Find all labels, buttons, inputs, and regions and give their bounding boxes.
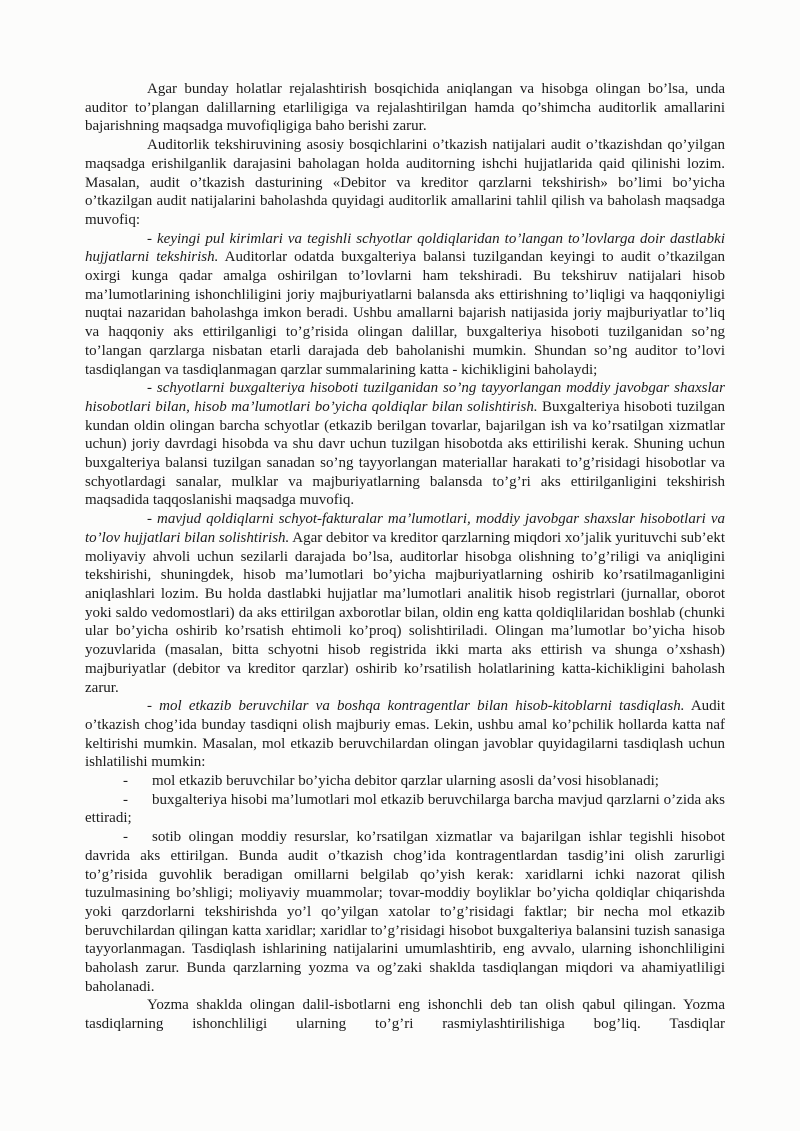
dash-marker: -	[123, 791, 128, 808]
item-body-text: Audit o’tkazish chog’ida bunday tasdiqni olish majburiy emas. Lekin, ushbu amal ko’pchilik hollarda katta naf keltirishi mumkin. Masalan, mol etkazib beruvchilardan olingan javoblar quyidagilarni tasdiqlash uchun ishlatilishi mumkin:	[85, 698, 725, 771]
item-lead-italic: - keyingi pul kirimlari va tegishli schyotlar qoldiqlaridan to’langan to’lovlarga doir dastlabki hujjatlarni tekshirish.	[85, 230, 725, 266]
item-lead-italic: - mol etkazib beruvchilar va boshqa kontragentlar bilan hisob-kitoblarni tasdiqlash.	[147, 698, 685, 715]
list-item-debitor-claims	[85, 772, 725, 791]
item-body-text: Agar debitor va kreditor qarzlarning miqdori xo’jalik yurituvchi sub’ekt moliyaviy ahvoli uchun sezilarli darajada bo’lsa, auditorlar hisobga olishning to’g’riligi va aniqligini tekshirishi, shuningdek, hisob ma’lumotlari bo’yicha majburiyatlarning oshirib ko’rsatilmaganligini aniqlashlari lozim. Bu holda dastlabki hujjatlar ma’lumotlari analitik hisob registrlari (jurnallar, oborot yoki saldo vedomostlari) da aks ettirilgan axborotlar bilan, oldin eng katta qoldiqlilaridan boshlab (chunki ular bo’yicha oshirib ko’rsatish ehtimoli ko’proq) solishtiriladi. Olingan ma’lumotlar bo’yicha hisob yozuvlarida (masalan, bitta schyotni hisob registrida ikki marta aks ettirish va shunga o’xshash) majburiyatlar (debitor va kreditor qarzlar) oshirib ko’rsatilish holatlarining katta-kichikligini baholash zarur.	[85, 529, 725, 696]
paragraph-audit-stages: Auditorlik tekshiruvining asosiy bosqichlarini o’tkazish natijalari audit o’tkazishdan qo’yilgan maqsadga erishilganlik darajasini baholagan holda auditorning ishchi hujjatlarida qaid qilinishi lozim. Masalan, audit o’tkazish dasturining «Debitor va kreditor qarzlarni tekshirish» bo’limi bo’yicha o’tkazilgan audit natijalarini baholashda quyidagi auditorlik amallarini tahlil qilish va baholash maqsadga muvofiq:	[85, 137, 725, 228]
paragraph-item-accounts-compare	[85, 379, 725, 510]
item-lead-italic: - schyotlarni buxgalteriya hisoboti tuzilganidan so’ng tayyorlangan moddiy javobgar shaxslar hisobotlari bilan, hisob ma’lumotlari bo’yicha qoldiqlar bilan solishtirish.	[85, 380, 725, 415]
paragraph-item-payments-check	[85, 230, 725, 380]
dash-marker: -	[123, 829, 128, 846]
item-body-text: Buxgalteriya hisoboti tuzilgan kundan oldin olingan barcha schyotlar (etkazib berilgan tovarlar, bajarilgan ish va ko’rsatilgan xizmatlar uchun) joriy davrdagi hisobda va shu davr uchun tuzilgan hisobotda aks ettirilishi kerak. Shuning uchun buxgalteriya balansi tuzilgan sanadan so’ng tayyorlangan materiallar harakati to’g’risidagi hisobotlar va schyotlardagi sanalar, mulklar va majburiyatlarning balansda to’g’ri aks ettirilganligini tekshirish maqsadida taqqoslanishi maqsadga muvofiq.	[85, 398, 725, 509]
item-lead-italic: - mavjud qoldiqlarni schyot-fakturalar ma’lumotlari, moddiy javobgar shaxslar hisobotlari va to’lov hujjatlari bilan solishtirish.	[85, 511, 725, 546]
bullet-text: sotib olingan moddiy resurslar, ko’rsatilgan xizmatlar va bajarilgan ishlar tegishli hisobot davrida aks ettirilgan. Bunda audit o’tkazish chog’ida kontragentlardan tasdig’ini olish zarurligi to’g’risida guvohlik beradigan omillarni belgilab qo’yish kerak: xaridlarni ichki nazorat qilish tuzulmasining bo’shligi; moliyaviy muammolar; tovar-moddiy boyliklar bo’yicha qoldiqlar chiqarishda yoki qarzdorlarni tekshirishda yo’l qo’yilgan xatolar to’g’risidagi faktlar; bir necha mol etkazib beruvchilardan qilingan katta xaridlar; xaridlar to’g’risidagi hisobot buxgalteriya balansini tuzish sanasiga tayyorlanmagan. Tasdiqlash ishlarining natijalarini umumlashtirib, eng avvalo, ularning ishonchliligini baholash zarur. Bunda qarzlarning yozma va og’zaki shaklda tasdiqlangan miqdori va ahamiyatliligi baholanadi.	[85, 829, 725, 995]
item-body-text: Auditorlar odatda buxgalteriya balansi tuzilgandan keyingi to audit o’tkazilgan oxirgi kunga qadar amalga oshirilgan to’lovlarni ham tekshiradi. Bu tekshiruv natijalari hisob ma’lumotlarining ishonchliligini joriy majburiyatlarni balansda aks ettirishning to’liqligi va haqqoniyligi nuqtai nazaridan baholashga imkon beradi. Ushbu amallarni bajarish natijasida joriy majburiyatlar to’liq va haqqoniy aks ettirilganligi to’g’risida olingan dalillar, buxgalteriya hisoboti tuzilganidan so’ng to’langan qarzlarga nisbatan etarli darajada deb baholanishi mumkin. Shundan so’ng auditor to’lovi tasdiqlangan va tasdiqlanmagan qarzlar summalarining katta - kichikligini baholaydi;	[85, 249, 725, 378]
paragraph-item-balances-compare	[85, 510, 725, 697]
page-text-block	[85, 80, 725, 1034]
dash-marker: -	[123, 773, 128, 790]
bullet-text: mol etkazib beruvchilar bo’yicha debitor qarzlar ularning asosli da’vosi hisoblanadi;	[152, 773, 659, 790]
bullet-text: buxgalteriya hisobi ma’lumotlari mol etkazib beruvchilarga barcha mavjud qarzlarni o’zida aks ettiradi;	[85, 791, 725, 827]
paragraph-planning-evidence: Agar bunday holatlar rejalashtirish bosqichida aniqlangan va hisobga olingan bo’lsa, unda auditor to’plangan dalillarning etarliligiga va rejalashtirilgan hamda qo’shimcha auditorlik amallarini bajarishning maqsadga muvofiqligiga baho berishi zarur.	[85, 81, 725, 135]
list-item-accounting-data	[85, 791, 725, 828]
paragraph-item-suppliers-confirm	[85, 697, 725, 772]
list-item-purchased-resources	[85, 828, 725, 996]
paragraph-written-confirmations: Yozma shaklda olingan dalil-isbotlarni eng ishonchli deb tan olish qabul qilingan. Yozma tasdiqlarning ishonchliligi ularning to’g’ri rasmiylashtirilishiga bog’liq. Tasdiqlar	[85, 997, 725, 1033]
